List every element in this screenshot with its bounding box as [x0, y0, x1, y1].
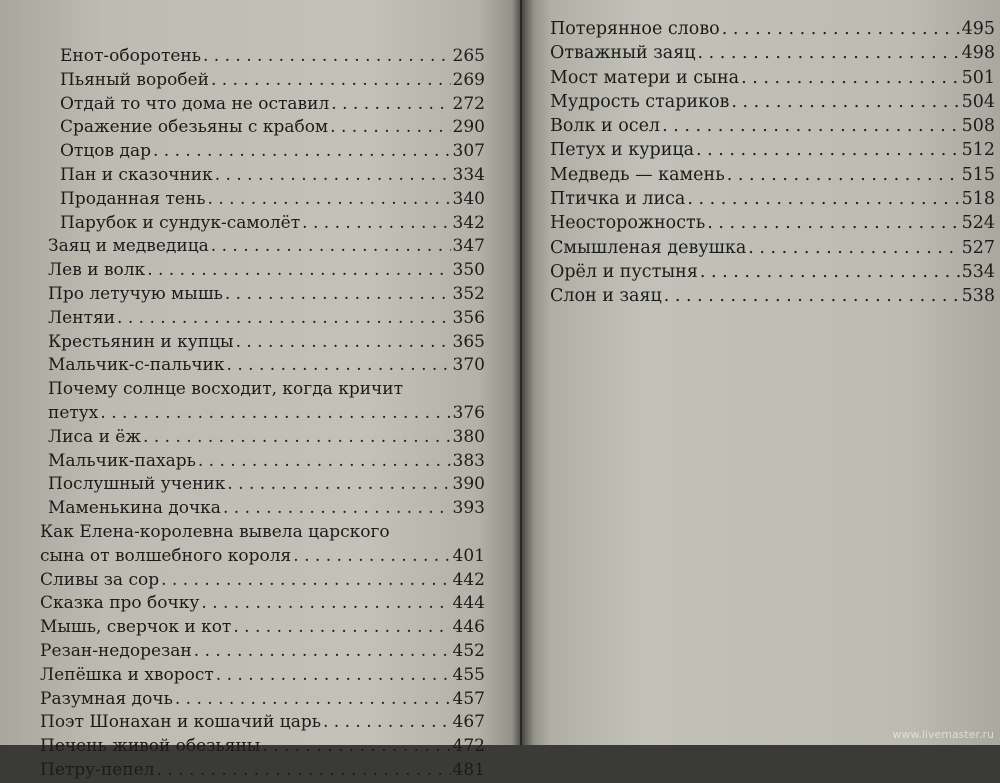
show-through-text [560, 300, 980, 620]
toc-entry-title-line: Как Елена-королевна вывела царского [40, 521, 390, 542]
toc-entry: Резан-недорезан . . . 452 [40, 640, 485, 664]
toc-entry: Мышь, сверчок и кот . . . 446 [40, 616, 485, 640]
book-spine [512, 0, 534, 745]
toc-entry-title-line: Почему солнце восходит, когда кричит [48, 379, 404, 400]
toc-entry: Петух и курица . . . 512 [550, 138, 995, 162]
toc-entry: Потерянное слово . . . 495 [550, 17, 995, 41]
toc-entry: Парубок и сундук-самолёт . . . 342 [40, 212, 485, 236]
toc-entry: сына от волшебного короля . . . 401 [40, 545, 485, 569]
toc-entry: петух . . . 376 [40, 402, 485, 426]
toc-entry: Отважный заяц . . . 498 [550, 41, 995, 65]
toc-entry: Лепёшка и хворост . . . 455 [40, 664, 485, 688]
toc-entry: Отдай то что дома не оставил . . . 272 [40, 93, 485, 117]
toc-entry: Лиса и ёж . . . 380 [40, 426, 485, 450]
toc-entry: Мальчик-пахарь . . . 383 [40, 450, 485, 474]
toc-entry: Медведь — камень . . . 515 [550, 163, 995, 187]
toc-entry: Маменькина дочка . . . 393 [40, 497, 485, 521]
toc-entry: Волк и осел . . . 508 [550, 114, 995, 138]
toc-entry: Про летучую мышь . . . 352 [40, 283, 485, 307]
toc-list-left [40, 45, 485, 783]
toc-entry: Неосторожность . . . 524 [550, 211, 995, 235]
toc-entry: Петру-пепел . . . 481 [40, 759, 485, 783]
toc-entry: Пьяный воробей . . . 269 [40, 69, 485, 93]
toc-entry: Послушный ученик . . . 390 [40, 473, 485, 497]
watermark: www.livemaster.ru [892, 728, 994, 741]
toc-entry: Сражение обезьяны с крабом . . . 290 [40, 116, 485, 140]
toc-entry: Крестьянин и купцы . . . 365 [40, 331, 485, 355]
toc-entry: Пан и сказочник . . . 334 [40, 164, 485, 188]
toc-entry: Отцов дар . . . 307 [40, 140, 485, 164]
toc-entry: Сказка про бочку . . . 444 [40, 592, 485, 616]
toc-list-right [550, 17, 995, 309]
toc-entry: Орёл и пустыня . . . 534 [550, 260, 995, 284]
toc-entry: Заяц и медведица . . . 347 [40, 235, 485, 259]
toc-entry: Лентяи . . . 356 [40, 307, 485, 331]
toc-entry: Слон и заяц . . . 538 [550, 284, 995, 308]
toc-entry: Лев и волк . . . 350 [40, 259, 485, 283]
toc-entry: Птичка и лиса . . . 518 [550, 187, 995, 211]
toc-entry: Разумная дочь . . . 457 [40, 688, 485, 712]
toc-entry: Мост матери и сына . . . 501 [550, 66, 995, 90]
toc-entry: Печень живой обезьяны . . . 472 [40, 735, 485, 759]
toc-entry: Мальчик-с-пальчик . . . 370 [40, 354, 485, 378]
toc-entry: Енот-оборотень . . . 265 [40, 45, 485, 69]
toc-entry: Мудрость стариков . . . 504 [550, 90, 995, 114]
toc-entry: Сливы за сор . . . 442 [40, 569, 485, 593]
toc-entry: Проданная тень . . . 340 [40, 188, 485, 212]
toc-entry: Поэт Шонахан и кошачий царь . . . 467 [40, 711, 485, 735]
toc-entry: Смышленая девушка . . . 527 [550, 236, 995, 260]
